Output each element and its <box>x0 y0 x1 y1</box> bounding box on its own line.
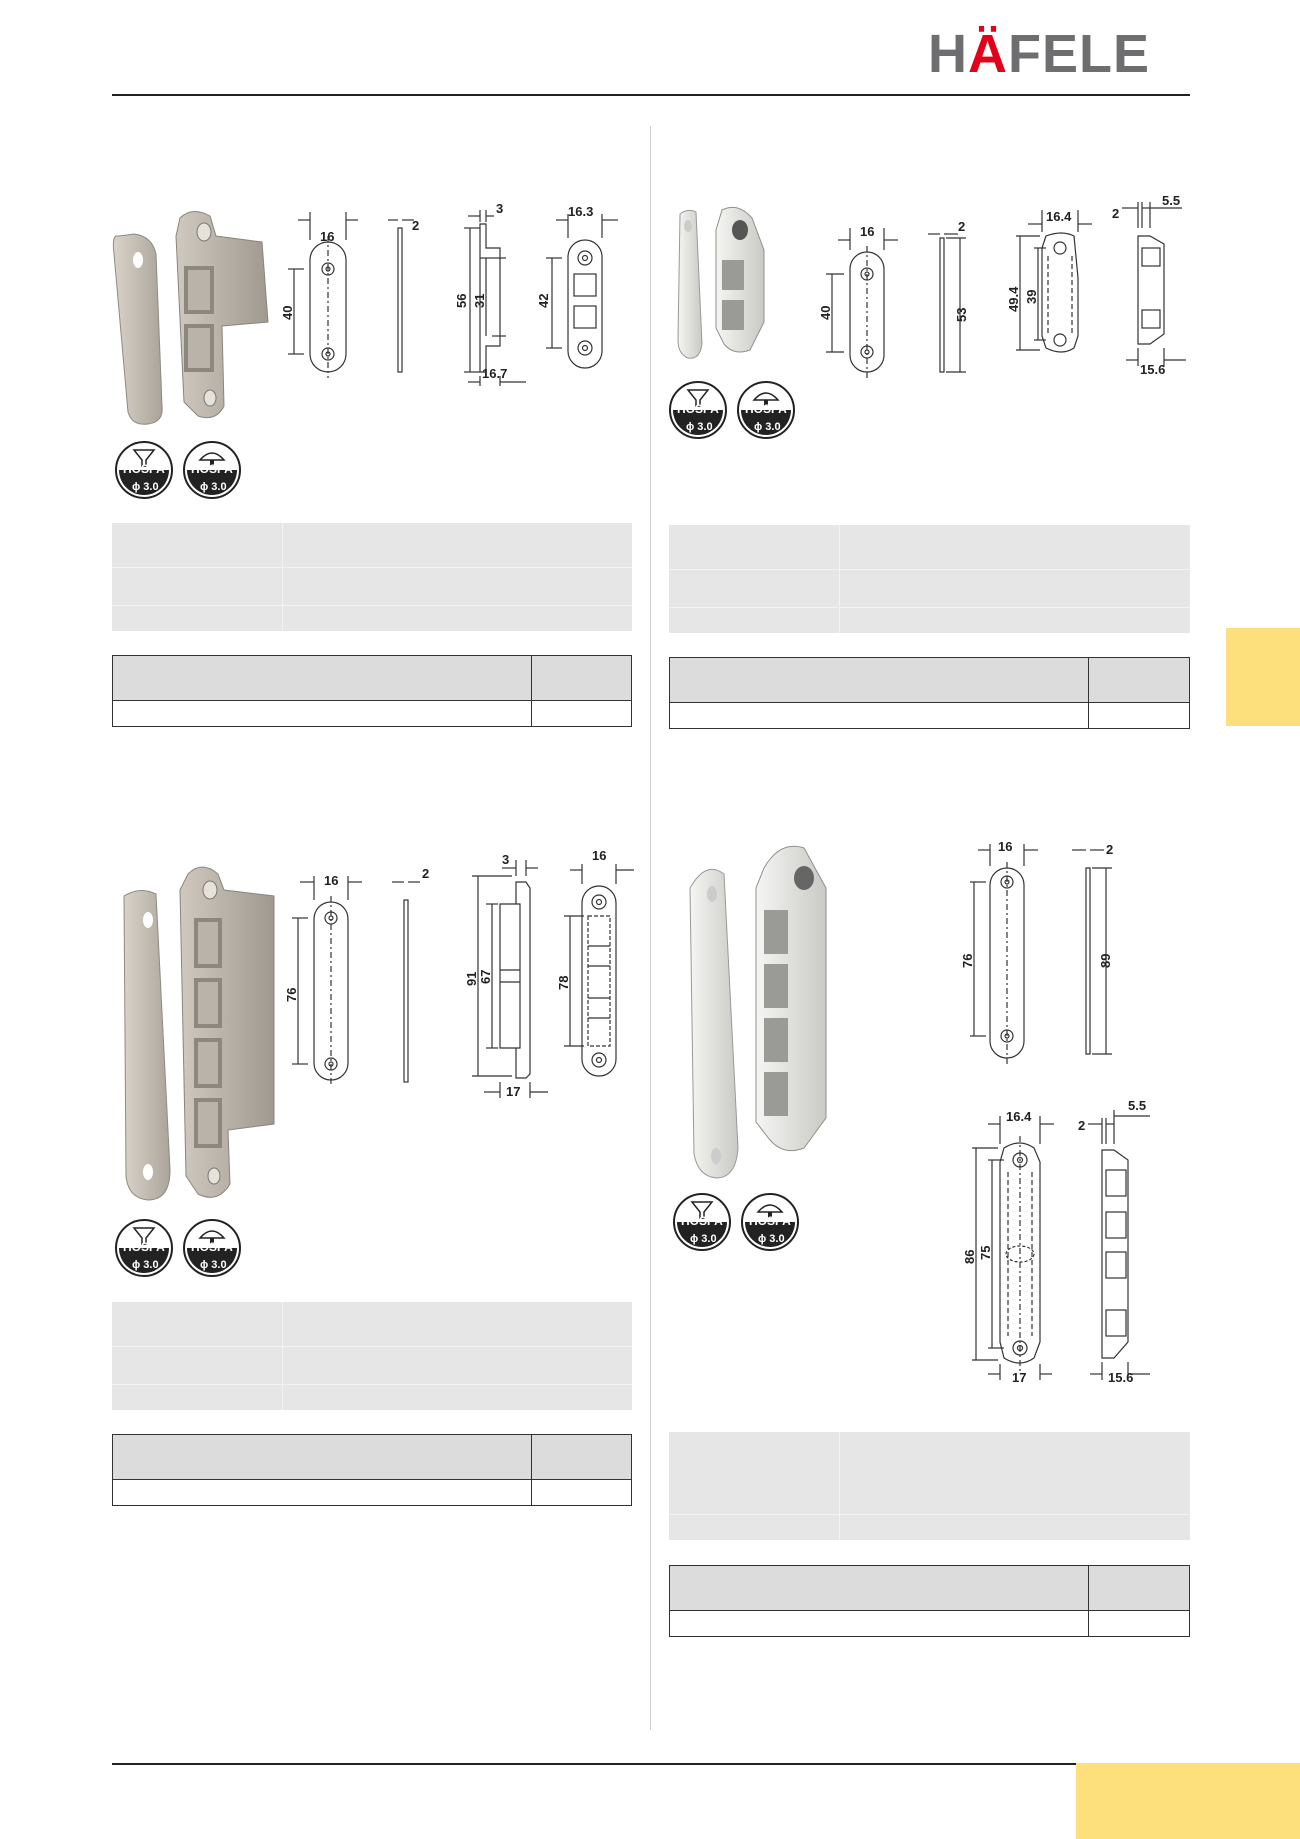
dim-a-back-len: 42 <box>536 293 551 308</box>
dim-d-plate-thk: 2 <box>1106 842 1114 857</box>
svg-text:ϕ 3.0: ϕ 3.0 <box>132 1259 159 1271</box>
dim-b-side-depth: 15.6 <box>1140 362 1166 377</box>
footer-tab <box>1076 1763 1300 1839</box>
product-c-photo <box>118 860 278 1206</box>
product-d-spec-table <box>669 1432 1190 1540</box>
svg-text:HOSPA: HOSPA <box>749 1214 791 1228</box>
product-d-front-drawing <box>948 834 1188 1064</box>
dim-d-body-depth: 17 <box>1012 1370 1027 1385</box>
dim-a-top: 3 <box>496 201 504 216</box>
dim-c-top: 3 <box>502 852 510 867</box>
dim-b-plate-width: 16 <box>860 224 875 239</box>
svg-text:HOSPA: HOSPA <box>681 1214 723 1228</box>
dim-a-depth: 16.7 <box>482 366 508 381</box>
dim-c-back-len: 78 <box>556 975 571 990</box>
hospa-panhead-icon <box>738 382 794 438</box>
product-a-drawing <box>280 196 640 396</box>
dim-a-back-width: 16.3 <box>568 204 594 219</box>
product-c-hospa-badges <box>114 1218 242 1278</box>
column-divider <box>650 126 651 1730</box>
dim-b-hole-spacing: 40 <box>818 305 833 320</box>
dim-c-plate-thk: 2 <box>422 866 430 881</box>
dim-c-hole-spacing: 76 <box>284 987 299 1002</box>
dim-b-body-inner: 39 <box>1024 289 1039 304</box>
product-b-hospa-badges <box>668 380 796 440</box>
dim-c-inner: 67 <box>478 969 493 984</box>
svg-text:HOSPA: HOSPA <box>191 1240 233 1254</box>
svg-text:HOSPA: HOSPA <box>677 402 719 416</box>
svg-text:ϕ 3.0: ϕ 3.0 <box>758 1233 785 1245</box>
svg-text:HOSPA: HOSPA <box>191 462 233 476</box>
product-a-spec-table <box>112 523 632 631</box>
dim-b-side-thk: 2 <box>1112 206 1120 221</box>
section-tab <box>1226 628 1300 726</box>
product-d-photo <box>680 838 856 1182</box>
dim-c-length: 91 <box>464 971 479 986</box>
product-d-body-drawing <box>948 1096 1188 1386</box>
hospa-countersunk-icon <box>674 1194 730 1250</box>
dim-d-side-depth: 15.6 <box>1108 1370 1134 1385</box>
dim-a-plate-thk: 2 <box>412 218 420 233</box>
dim-d-body-inner: 75 <box>978 1245 993 1260</box>
svg-text:ϕ 3.0: ϕ 3.0 <box>132 481 159 493</box>
dim-a-hole-spacing: 40 <box>280 305 295 320</box>
brand-wordmark: HÄFELE <box>928 24 1151 76</box>
product-a-photo <box>112 206 272 428</box>
svg-text:ϕ 3.0: ϕ 3.0 <box>686 421 713 433</box>
svg-text:HOSPA: HOSPA <box>745 402 787 416</box>
product-a-order-table <box>112 655 632 727</box>
dim-b-body-len: 49.4 <box>1006 286 1021 312</box>
product-a-hospa-badges <box>114 440 242 500</box>
hospa-countersunk-icon <box>116 442 172 498</box>
product-b-order-table <box>669 657 1190 729</box>
dim-a-inner: 31 <box>472 293 487 308</box>
product-b-spec-table <box>669 525 1190 633</box>
hospa-panhead-icon <box>184 442 240 498</box>
header-rule <box>112 94 1190 96</box>
dim-b-side-top: 5.5 <box>1162 193 1181 208</box>
product-d-hospa-badges <box>672 1192 800 1252</box>
dim-d-plate-len: 89 <box>1098 953 1113 968</box>
dim-b-plate-len: 53 <box>954 307 969 322</box>
product-b-photo <box>672 204 796 364</box>
dim-d-body-len: 86 <box>962 1249 977 1264</box>
hospa-countersunk-icon <box>670 382 726 438</box>
footer-rule <box>112 1763 1076 1765</box>
dim-c-plate-width: 16 <box>324 873 339 888</box>
product-c-order-table <box>112 1434 632 1506</box>
dim-d-body-width: 16.4 <box>1006 1109 1032 1124</box>
dim-d-plate-width: 16 <box>998 839 1013 854</box>
product-c-spec-table <box>112 1302 632 1410</box>
dim-d-hole-spacing: 76 <box>960 953 975 968</box>
hospa-panhead-icon <box>742 1194 798 1250</box>
hospa-countersunk-icon <box>116 1220 172 1276</box>
svg-text:ϕ 3.0: ϕ 3.0 <box>690 1233 717 1245</box>
dim-c-back-width: 16 <box>592 848 607 863</box>
svg-text:ϕ 3.0: ϕ 3.0 <box>200 481 227 493</box>
dim-d-side-thk: 2 <box>1078 1118 1086 1133</box>
svg-text:HOSPA: HOSPA <box>123 462 165 476</box>
product-c-drawing <box>280 842 650 1102</box>
hospa-panhead-icon <box>184 1220 240 1276</box>
dim-d-side-top: 5.5 <box>1128 1098 1147 1113</box>
svg-text:ϕ 3.0: ϕ 3.0 <box>200 1259 227 1271</box>
hafele-logo <box>928 24 1190 76</box>
product-b-drawing <box>816 188 1196 388</box>
dim-b-body-width: 16.4 <box>1046 209 1072 224</box>
product-d-order-table <box>669 1565 1190 1637</box>
dim-b-plate-thk: 2 <box>958 219 966 234</box>
dim-c-depth: 17 <box>506 1084 521 1099</box>
svg-text:ϕ 3.0: ϕ 3.0 <box>754 421 781 433</box>
svg-text:HOSPA: HOSPA <box>123 1240 165 1254</box>
dim-a-length: 56 <box>454 293 469 308</box>
dim-a-plate-width: 16 <box>320 229 335 244</box>
